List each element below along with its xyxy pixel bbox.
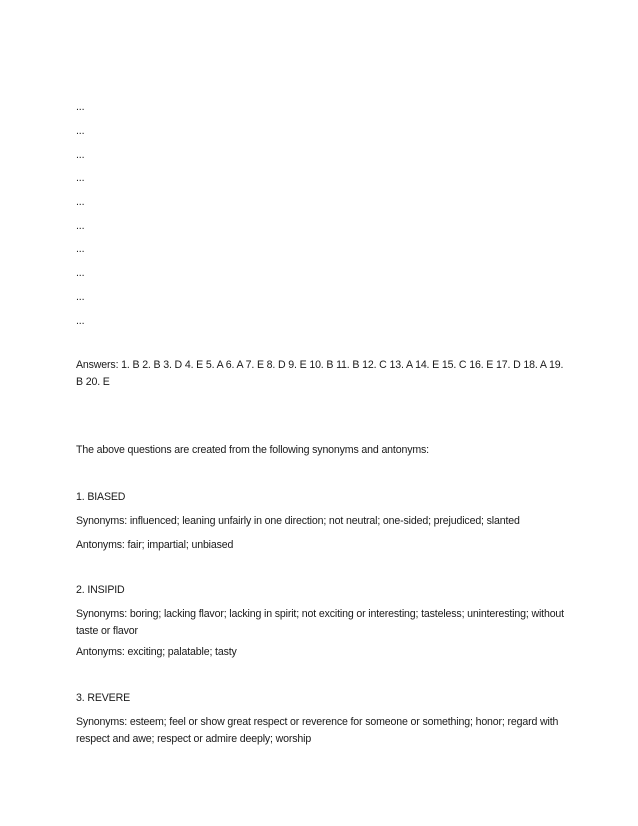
entry-2-heading: 2. INSIPID: [76, 584, 125, 596]
entry-1-heading: 1. BIASED: [76, 491, 126, 503]
entry-1-synonyms: Synonyms: influenced; leaning unfairly in one direction; not neutral; one-sided; prejudiced; slanted: [76, 515, 520, 527]
entry-3-heading: 3. REVERE: [76, 692, 130, 704]
ellipsis-line-1: ...: [76, 101, 85, 113]
ellipsis-line-2: ...: [76, 125, 85, 137]
intro-paragraph: The above questions are created from the following synonyms and antonyms:: [76, 444, 429, 456]
answers-paragraph: Answers: 1. B 2. B 3. D 4. E 5. A 6. A 7. E 8. D 9. E 10. B 11. B 12. C 13. A 14. E 15. C 16. E 17. D 18. A 19. B 20. E: [76, 359, 564, 388]
ellipsis-line-9: ...: [76, 291, 85, 303]
entry-1-antonyms: Antonyms: fair; impartial; unbiased: [76, 539, 234, 551]
ellipsis-line-4: ...: [76, 172, 85, 184]
ellipsis-line-6: ...: [76, 220, 85, 232]
entry-2-antonyms: Antonyms: exciting; palatable; tasty: [76, 646, 237, 658]
entry-3-synonyms: Synonyms: esteem; feel or show great respect or reverence for someone or something; honor; regard with respect and awe; respect or admire deeply; worship: [76, 716, 559, 745]
ellipsis-line-10: ...: [76, 315, 85, 327]
entry-2-synonyms: Synonyms: boring; lacking flavor; lacking in spirit; not exciting or interesting; tasteless; uninteresting; without taste or flavor: [76, 608, 564, 637]
ellipsis-line-7: ...: [76, 243, 85, 255]
ellipsis-line-3: ...: [76, 149, 85, 161]
ellipsis-line-5: ...: [76, 196, 85, 208]
ellipsis-line-8: ...: [76, 267, 85, 279]
